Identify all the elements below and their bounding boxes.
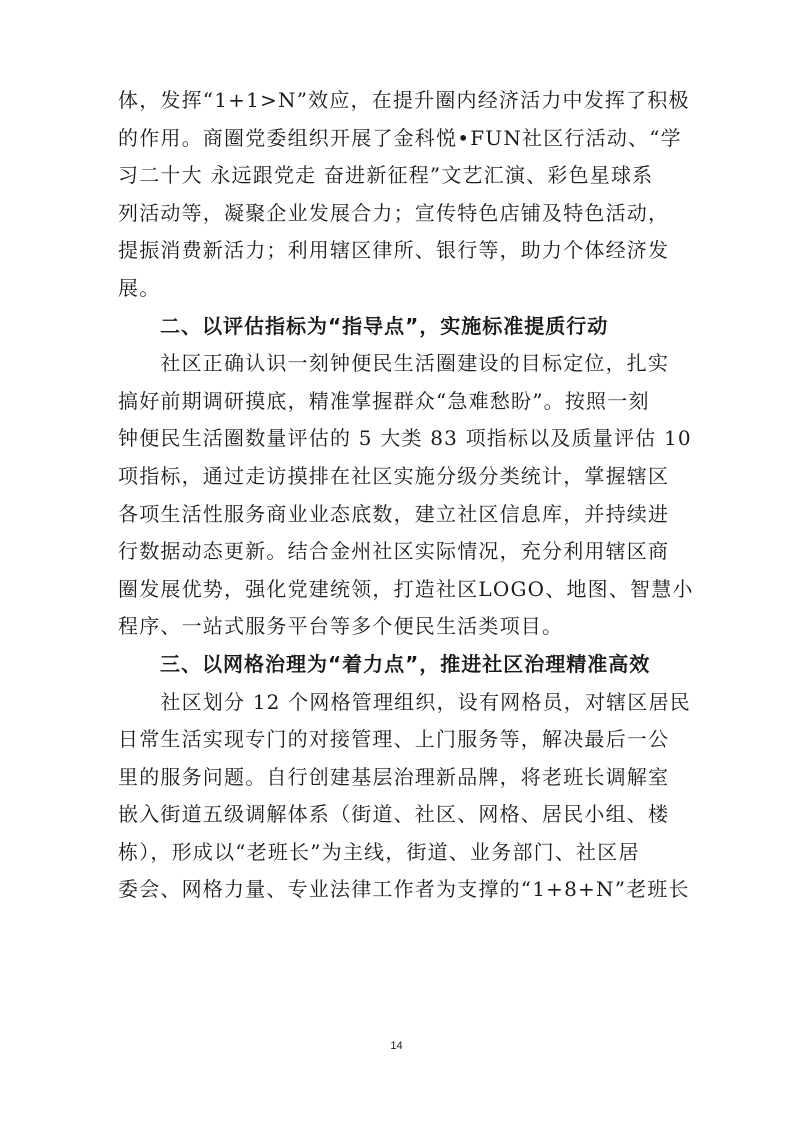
text-line: 体，发挥“1+1>N”效应，在提升圈内经济活力中发挥了积极 (118, 88, 690, 112)
page-number: 14 (390, 1040, 403, 1052)
text-line: 行数据动态更新。结合金州社区实际情况，充分利用辖区商 (118, 539, 670, 564)
text-line: 委会、网格力量、专业法律工作者为支撑的“1+8+N”老班长 (118, 877, 690, 902)
text-line: 圈发展优势，强化党建统领，打造社区LOGO、地图、智慧小 (118, 576, 694, 601)
text-line: 项指标，通过走访摸排在社区实施分级分类统计，掌握辖区 (118, 463, 670, 488)
text-line: 的作用。商圈党委组织开展了金科悦•FUN社区行活动、“学 (118, 125, 682, 150)
paragraph-grid-governance (118, 684, 691, 910)
section-heading-grid-governance: 三、以网格治理为“着力点”，推进社区治理精准高效 (160, 651, 651, 676)
text-line: 嵌入街道五级调解体系（街道、社区、网格、居民小组、楼 (118, 802, 670, 827)
text-line: 里的服务问题。自行创建基层治理新品牌，将老班长调解室 (118, 764, 670, 789)
text-line: 日常生活实现专门的对接管理、上门服务等，解决最后一公 (118, 727, 670, 752)
section-heading-evaluation-indicators: 二、以评估指标为“指导点”，实施标准提质行动 (160, 313, 609, 338)
text-line: 列活动等，凝聚企业发展合力；宣传特色店铺及特色活动， (118, 200, 670, 225)
text-line: 习二十大 永远跟党走 奋进新征程”文艺汇演、彩色星球系 (118, 163, 654, 188)
text-line: 社区划分 12 个网格管理组织，设有网格员，对辖区居民 (118, 689, 691, 714)
paragraph-economic-activity (118, 82, 690, 308)
paragraph-evaluation-indicators (118, 345, 694, 646)
text-line: 程序、一站式服务平台等多个便民生活类项目。 (118, 614, 564, 639)
text-line: 钟便民生活圈数量评估的 5 大类 83 项指标以及质量评估 10 (118, 426, 692, 451)
text-line: 社区正确认识一刻钟便民生活圈建设的目标定位，扎实 (118, 351, 670, 376)
text-line: 栋），形成以“老班长”为主线，街道、业务部门、社区居 (118, 839, 640, 864)
document-body (118, 82, 694, 909)
text-line: 展。 (118, 275, 161, 300)
text-line: 搞好前期调研摸底，精准掌握群众“急难愁盼”。按照一刻 (118, 388, 650, 413)
text-line: 各项生活性服务商业业态底数，建立社区信息库，并持续进 (118, 501, 670, 526)
text-line: 提振消费新活力；利用辖区律所、银行等，助力个体经济发 (118, 238, 670, 263)
